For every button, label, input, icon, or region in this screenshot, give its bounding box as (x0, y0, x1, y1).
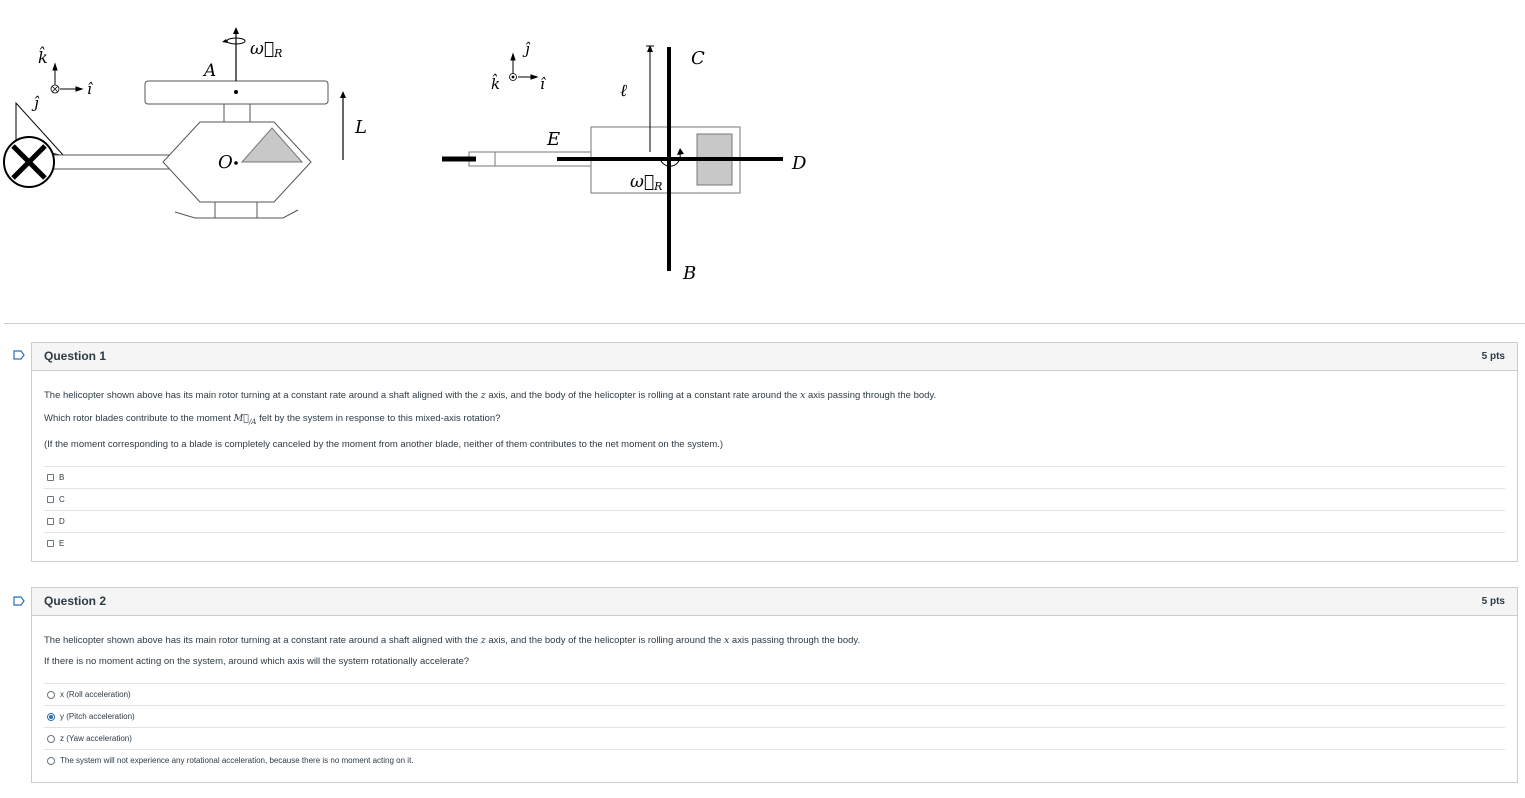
label-a: A (204, 61, 217, 81)
checkbox[interactable] (47, 496, 54, 503)
question-2-text-2: If there is no moment acting on the system, around which axis will the system rotationally accelerate? (44, 656, 470, 667)
answer-option[interactable] (44, 727, 1505, 749)
radio-button[interactable] (47, 691, 55, 699)
answer-label: z (Yaw acceleration) (60, 734, 132, 743)
answer-option[interactable] (44, 510, 1505, 532)
tail-boom (45, 155, 170, 169)
question-2 (31, 587, 1518, 783)
question-2-answers (44, 683, 1505, 771)
flag-question-2-icon[interactable] (13, 596, 25, 606)
question-1-text-3: (If the moment corresponding to a blade is completely canceled by the moment from another blade, neither of them contributes to the net moment on the system.) (44, 438, 724, 450)
label-b: B (683, 263, 697, 284)
question-title: Question 1 (44, 349, 107, 363)
answer-label: y (Pitch acceleration) (60, 712, 135, 721)
question-title: Question 2 (44, 594, 107, 608)
rotor-hub (224, 104, 250, 122)
answer-option[interactable] (44, 749, 1505, 771)
question-1 (31, 342, 1518, 562)
radio-button[interactable] (47, 757, 55, 765)
right-omega-r: ω⃗R (630, 172, 663, 193)
answer-label: E (59, 538, 65, 548)
checkbox[interactable] (47, 474, 54, 481)
left-i-hat: î (87, 80, 92, 98)
left-omega-r: ω⃗R (250, 39, 283, 60)
right-i-hat: î (540, 75, 545, 93)
divider (4, 323, 1525, 324)
question-2-text-1: The helicopter shown above has its main rotor turning at a constant rate around a shaft aligned with the z axis, and the body of the helicopter is rolling around the x axis passing through the body. (44, 635, 861, 646)
label-l: L (355, 117, 367, 138)
answer-option[interactable] (44, 532, 1505, 554)
question-1-answers (44, 466, 1505, 554)
label-e: E (547, 129, 561, 150)
question-points: 5 pts (1481, 596, 1505, 607)
label-d: D (792, 153, 807, 174)
checkbox[interactable] (47, 518, 54, 525)
right-axes (510, 54, 538, 81)
question-2-header (32, 588, 1517, 616)
top-view (442, 40, 807, 284)
answer-label: The system will not experience any rotational acceleration, because there is no moment acting on it. (60, 756, 414, 765)
radio-button-selected[interactable] (47, 713, 55, 721)
question-1-text-2: Which rotor blades contribute to the moment $M⃗_{/A}$ felt by the system in response to this mixed-axis rotation? (44, 413, 501, 426)
side-view (4, 27, 367, 218)
label-o: O (218, 152, 233, 173)
answer-option[interactable] (44, 705, 1505, 727)
flag-question-1-icon[interactable] (13, 350, 25, 360)
left-j-hat: ĵ (34, 94, 39, 112)
label-c: C (691, 48, 705, 69)
right-k-hat: k̂ (491, 75, 501, 93)
answer-option[interactable] (44, 488, 1505, 510)
answer-option[interactable] (44, 683, 1505, 705)
question-1-text-1: The helicopter shown above has its main rotor turning at a constant rate around a shaft aligned with the z axis, and the body of the helicopter is rolling at a constant rate around the x axis passing through the body. (44, 390, 937, 401)
answer-option[interactable] (44, 466, 1505, 488)
answer-label: B (59, 472, 65, 482)
helicopter-figure (0, 0, 1525, 320)
label-ell: ℓ (620, 81, 628, 101)
answer-label: D (59, 516, 65, 526)
landing-skids (175, 202, 298, 218)
question-1-header (32, 343, 1517, 371)
helicopter-diagram (0, 0, 1525, 320)
radio-button[interactable] (47, 735, 55, 743)
answer-label: x (Roll acceleration) (60, 690, 131, 699)
answer-label: C (59, 494, 65, 504)
question-points: 5 pts (1481, 351, 1505, 362)
checkbox[interactable] (47, 540, 54, 547)
left-k-hat: k̂ (38, 48, 48, 67)
left-axes (51, 64, 82, 93)
right-j-hat: ĵ (525, 40, 530, 58)
